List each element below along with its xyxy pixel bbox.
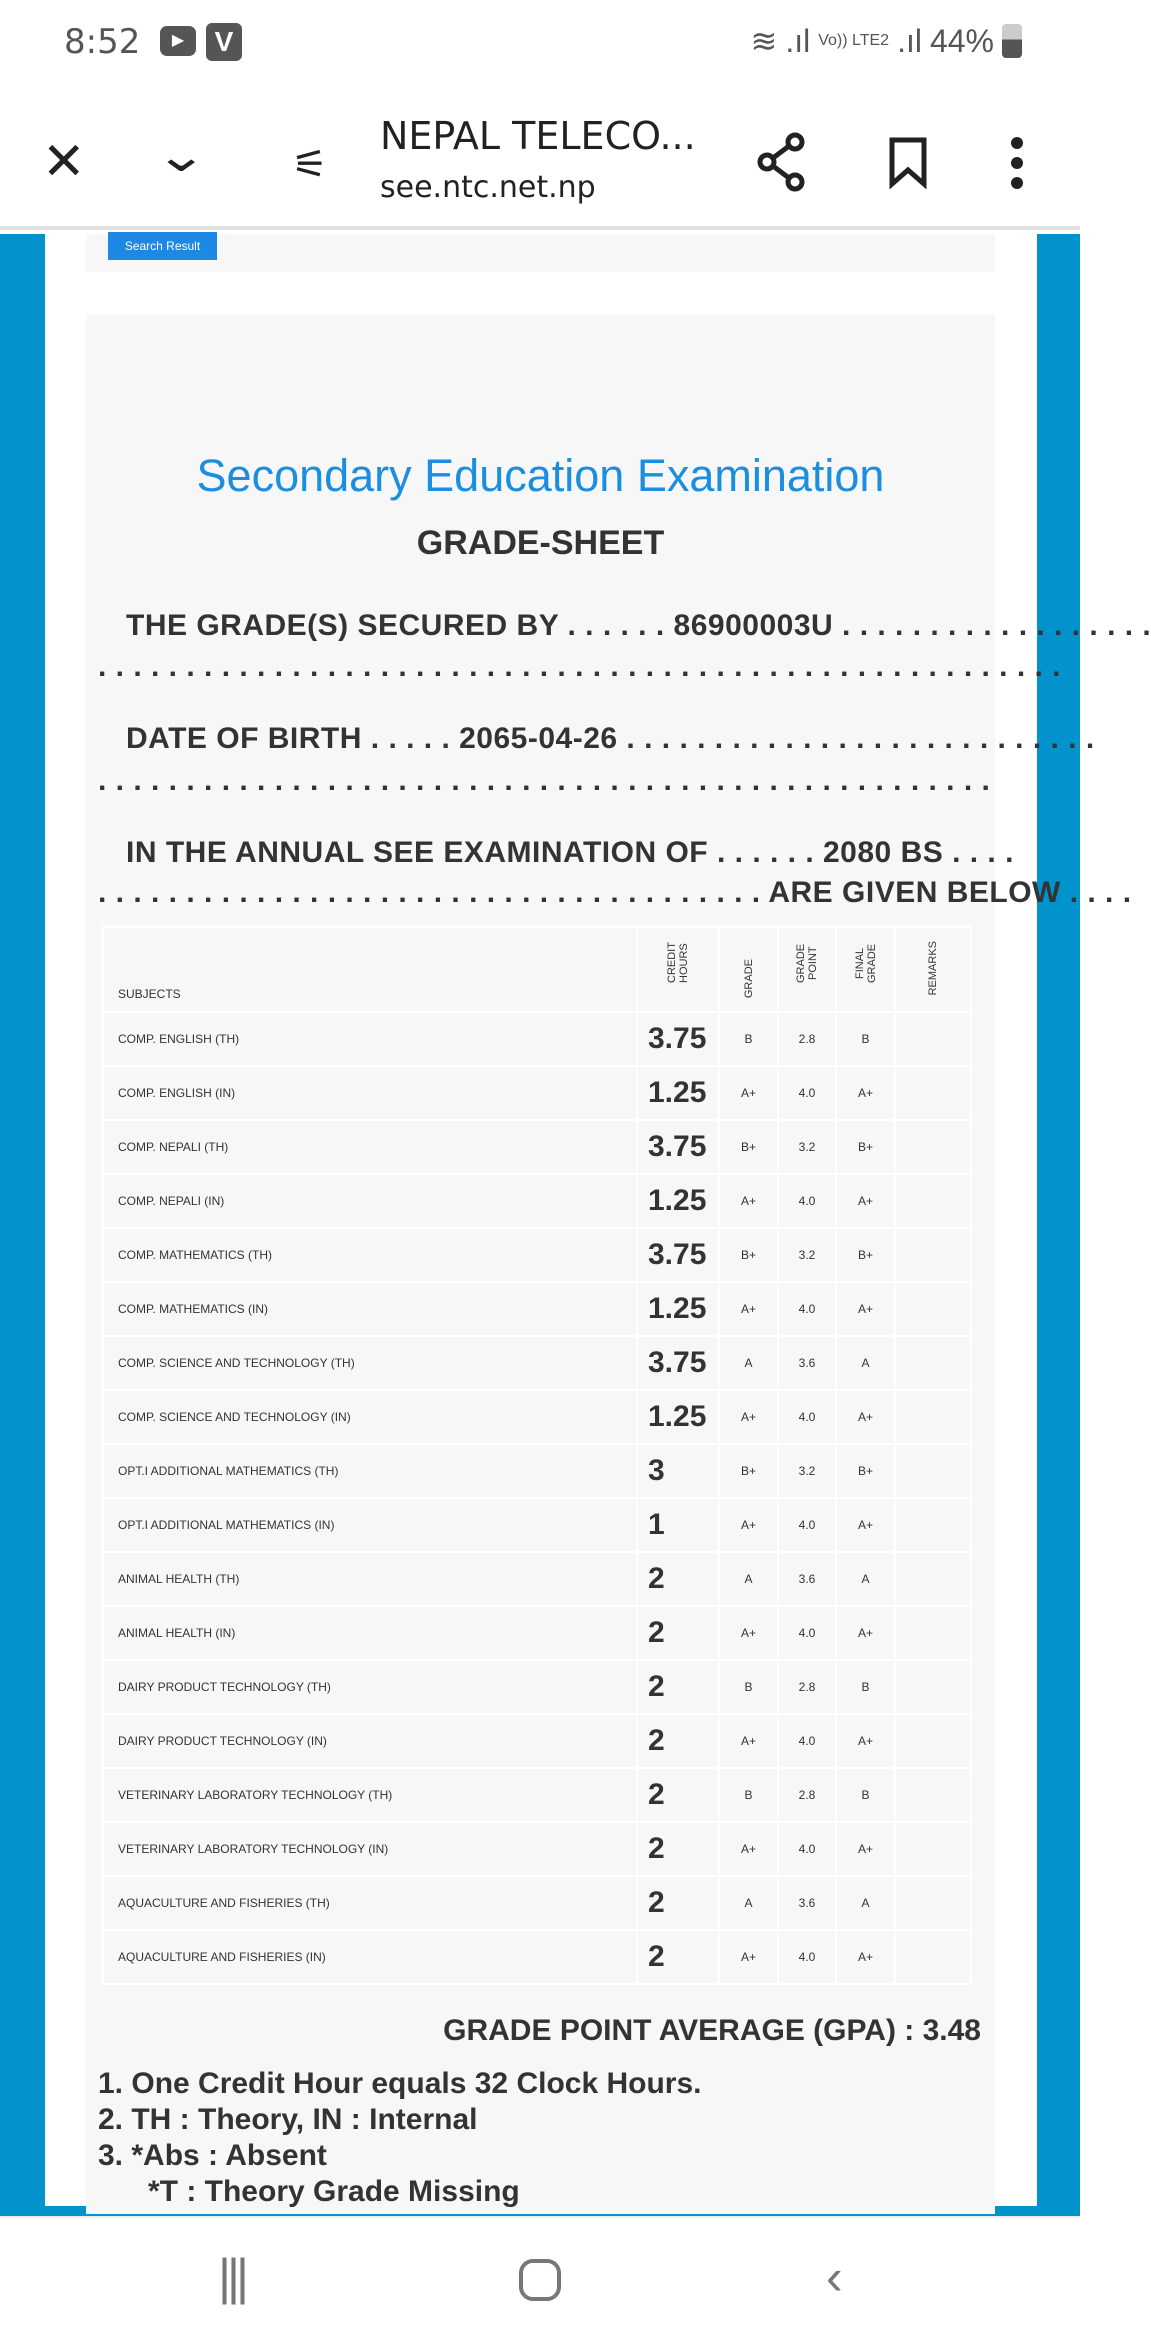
remarks	[895, 1714, 971, 1768]
credit-hours: 3.75	[637, 1012, 719, 1066]
note: 2. TH : Theory, IN : Internal	[98, 2103, 478, 2136]
symbol-number: 86900003U	[673, 609, 834, 642]
grade-point: 3.6	[778, 1552, 836, 1606]
final-grade: A+	[836, 1714, 895, 1768]
table-row	[103, 1876, 971, 1930]
bookmark-icon[interactable]	[888, 136, 928, 188]
credit-hours: 2	[637, 1552, 719, 1606]
grade: B	[719, 1660, 778, 1714]
grade: A+	[719, 1930, 778, 1984]
grade: A+	[719, 1174, 778, 1228]
page-url[interactable]: see.ntc.net.np	[380, 170, 596, 205]
grades-table	[102, 926, 972, 1985]
page-title[interactable]: NEPAL TELECO...	[380, 114, 696, 158]
more-options-icon[interactable]	[1010, 136, 1024, 190]
given-below-label: ARE GIVEN BELOW	[768, 876, 1061, 909]
final-grade: A	[836, 1552, 895, 1606]
table-row	[103, 1930, 971, 1984]
secured-by-label: THE GRADE(S) SECURED BY	[126, 609, 559, 642]
grade-point: 3.6	[778, 1876, 836, 1930]
grade-point: 4.0	[778, 1390, 836, 1444]
credit-hours: 1.25	[637, 1390, 719, 1444]
youtube-notification-icon: ▶	[160, 26, 196, 56]
grade-point: 4.0	[778, 1930, 836, 1984]
back-icon[interactable]: ‹	[826, 2249, 843, 2305]
note: *T : Theory Grade Missing	[148, 2175, 520, 2208]
table-row	[103, 1282, 971, 1336]
status-bar	[0, 0, 1080, 110]
grade: A	[719, 1876, 778, 1930]
battery-icon	[1002, 24, 1022, 58]
network-label: Vo)) LTE2	[818, 32, 890, 49]
credit-hours: 2	[637, 1660, 719, 1714]
viber-notification-icon: V	[206, 23, 242, 61]
grade-point: 2.8	[778, 1768, 836, 1822]
note: 1. One Credit Hour equals 32 Clock Hours.	[98, 2067, 702, 2100]
close-icon[interactable]: ✕	[42, 133, 86, 191]
grade-point: 3.2	[778, 1444, 836, 1498]
recent-apps-icon[interactable]: |||	[218, 2249, 245, 2305]
final-grade: B+	[836, 1444, 895, 1498]
credit-hours: 1	[637, 1498, 719, 1552]
grade-point: 3.6	[778, 1336, 836, 1390]
col-remarks: REMARKS	[927, 940, 939, 996]
table-row	[103, 1174, 971, 1228]
remarks	[895, 1336, 971, 1390]
remarks	[895, 1228, 971, 1282]
grade-point: 4.0	[778, 1822, 836, 1876]
exam-title: Secondary Education Examination	[196, 450, 885, 501]
credit-hours: 3	[637, 1444, 719, 1498]
credit-hours: 1.25	[637, 1066, 719, 1120]
remarks	[895, 1876, 971, 1930]
final-grade: A+	[836, 1390, 895, 1444]
grade-point: 2.8	[778, 1012, 836, 1066]
credit-hours: 2	[637, 1876, 719, 1930]
grade-sheet: Secondary Education Examination GRADE-SHEET THE GRADE(S) SECURED BY . . . . . . 86900003U . . . . . . . . . . . . . . . . . . . . . . . . . . . . . . . . . . . . . . . . . . . . . . . . . . . . . . . . . . . . . . . . . . . . . . . . . DATE OF BIRTH . . . . . 2065-04-26 . . . . . . . . . . . . . . . . . . . . . . . . . . . . . . . . . . . . . . . . . . . . . . . . . . . . . . . . . . . . . . . . . . . . . . . . . . . . . . IN THE ANNUAL SEE EXAMINATION OF . . . . . . 2080 BS . . . . . . . . . . . . . . . . . . . . . . . . . . . . . . . . . . . . . . . . . . ARE GIVEN BELOW . . . . SUBJECTS CREDIT HOURS GRADE GRADE POINT FINAL GRADE REMARKS COMP. ENGLISH (TH) 3.75 B 2.8 B COMP. ENGLISH (IN) 1.25 A+ 4.0 A+ COMP. NEPALI (TH) 3.75 B+ 3.2 B+ COMP. NEPALI (IN) 1.25 A+ 4.0 A+ COMP. MATHEMATICS (TH) 3.75 B+ 3.2 B+ COMP. MATHEMATICS (IN) 1.25 A+ 4.0 A+ COMP. SCIENCE AND TECHNOLOGY (TH) 3.75 A 3.6 A COMP. SCIENCE AND TECHNOLOGY (IN) 1.25 A+ 4.0 A+ OPT.I ADDITIONAL MATHEMATICS (TH) 3 B+ 3.2 B+ OPT.I ADDITIONAL MATHEMATICS (IN) 1 A+ 4.0 A+ ANIMAL HEALTH (TH) 2 A 3.6 A ANIMAL HEALTH (IN) 2 A+ 4.0 A+ DAIRY PRODUCT TECHNOLOGY (TH) 2 B 2.8 B DAIRY PRODUCT TECHNOLOGY (IN) 2 A+ 4.0 A+ VETERINARY LABORATORY TECHNOLOGY (TH) 2 B 2.8 B VETERINARY LABORATORY TECHNOLOGY (IN) 2 A+ 4.0 A+ AQUACULTURE AND FISHERIES (TH) 2 A 3.6 A AQUACULTURE AND FISHERIES (IN) 2 A+ 4.0 A+ GRADE POINT AVERAGE (GPA) : 3.48 1. One Credit Hour equals 32 Clock Hours. 2. TH : Theory, IN : Internal 3. *Abs : Absent *T : Theory Grade Missing	[86, 314, 995, 2214]
final-grade: A	[836, 1876, 895, 1930]
col-final-grade: FINAL GRADE	[853, 943, 878, 983]
grade: A+	[719, 1606, 778, 1660]
dob-label: DATE OF BIRTH	[126, 722, 362, 755]
subject: DAIRY PRODUCT TECHNOLOGY (IN)	[103, 1714, 637, 1768]
subject: COMP. MATHEMATICS (IN)	[103, 1282, 637, 1336]
grade: B+	[719, 1228, 778, 1282]
grade: B+	[719, 1444, 778, 1498]
grade-point: 4.0	[778, 1282, 836, 1336]
table-row	[103, 1228, 971, 1282]
grade: A+	[719, 1498, 778, 1552]
grade: A+	[719, 1282, 778, 1336]
remarks	[895, 1768, 971, 1822]
site-settings-icon[interactable]: ⚟	[292, 143, 328, 187]
grade: A+	[719, 1066, 778, 1120]
col-credit-hours: CREDIT HOURS	[666, 942, 690, 984]
remarks	[895, 1606, 971, 1660]
final-grade: A+	[836, 1930, 895, 1984]
subject: COMP. NEPALI (IN)	[103, 1174, 637, 1228]
credit-hours: 3.75	[637, 1228, 719, 1282]
subject: AQUACULTURE AND FISHERIES (IN)	[103, 1930, 637, 1984]
table-row	[103, 1012, 971, 1066]
chevron-down-icon[interactable]: ⌄	[154, 129, 209, 181]
browser-toolbar	[0, 110, 1080, 230]
credit-hours: 2	[637, 1768, 719, 1822]
subject: ANIMAL HEALTH (IN)	[103, 1606, 637, 1660]
grade: A+	[719, 1822, 778, 1876]
grade: A+	[719, 1390, 778, 1444]
col-grade: GRADE	[742, 958, 755, 998]
remarks	[895, 1390, 971, 1444]
signal-icon: .ıl	[785, 22, 811, 59]
table-row	[103, 1390, 971, 1444]
remarks	[895, 1174, 971, 1228]
grade-point: 3.2	[778, 1228, 836, 1282]
grade: B	[719, 1768, 778, 1822]
grade: B	[719, 1012, 778, 1066]
remarks	[895, 1930, 971, 1984]
grade: A	[719, 1336, 778, 1390]
remarks	[895, 1660, 971, 1714]
credit-hours: 2	[637, 1822, 719, 1876]
share-icon[interactable]	[755, 130, 807, 194]
table-row	[103, 1066, 971, 1120]
grade-point: 3.2	[778, 1120, 836, 1174]
subject: DAIRY PRODUCT TECHNOLOGY (TH)	[103, 1660, 637, 1714]
remarks	[895, 1282, 971, 1336]
search-result-button[interactable]: Search Result	[108, 232, 217, 260]
final-grade: B	[836, 1660, 895, 1714]
table-row	[103, 1552, 971, 1606]
table-row	[103, 1768, 971, 1822]
subject: COMP. ENGLISH (TH)	[103, 1012, 637, 1066]
subject: COMP. ENGLISH (IN)	[103, 1066, 637, 1120]
wifi-icon: ≋	[750, 23, 778, 59]
grade-point: 4.0	[778, 1174, 836, 1228]
subject: AQUACULTURE AND FISHERIES (TH)	[103, 1876, 637, 1930]
exam-year: 2080 BS	[823, 836, 944, 869]
table-row	[103, 1444, 971, 1498]
subject: OPT.I ADDITIONAL MATHEMATICS (IN)	[103, 1498, 637, 1552]
remarks	[895, 1444, 971, 1498]
credit-hours: 2	[637, 1714, 719, 1768]
table-header	[103, 927, 971, 1012]
subject: VETERINARY LABORATORY TECHNOLOGY (TH)	[103, 1768, 637, 1822]
credit-hours: 1.25	[637, 1282, 719, 1336]
battery-percent: 44%	[929, 22, 994, 59]
grade: B+	[719, 1120, 778, 1174]
remarks	[895, 1498, 971, 1552]
note: 3. *Abs : Absent	[98, 2139, 327, 2172]
subject: COMP. SCIENCE AND TECHNOLOGY (IN)	[103, 1390, 637, 1444]
table-row	[103, 1660, 971, 1714]
subject: VETERINARY LABORATORY TECHNOLOGY (IN)	[103, 1822, 637, 1876]
search-card	[86, 234, 995, 272]
grade: A	[719, 1552, 778, 1606]
table-row	[103, 1120, 971, 1174]
clock: 8:52	[64, 22, 141, 62]
table-row	[103, 1498, 971, 1552]
subject: ANIMAL HEALTH (TH)	[103, 1552, 637, 1606]
final-grade: A+	[836, 1498, 895, 1552]
grade-point: 4.0	[778, 1606, 836, 1660]
final-grade: B+	[836, 1228, 895, 1282]
remarks	[895, 1552, 971, 1606]
system-nav-bar	[0, 2216, 1080, 2340]
grade-point: 2.8	[778, 1660, 836, 1714]
grade-point: 4.0	[778, 1066, 836, 1120]
table-row	[103, 1336, 971, 1390]
subject: OPT.I ADDITIONAL MATHEMATICS (TH)	[103, 1444, 637, 1498]
table-row	[103, 1606, 971, 1660]
web-content	[0, 234, 1151, 2216]
home-icon[interactable]	[518, 2258, 562, 2302]
grade-sheet-heading: GRADE-SHEET	[416, 524, 665, 562]
credit-hours: 3.75	[637, 1336, 719, 1390]
subject: COMP. SCIENCE AND TECHNOLOGY (TH)	[103, 1336, 637, 1390]
final-grade: B	[836, 1012, 895, 1066]
subject: COMP. NEPALI (TH)	[103, 1120, 637, 1174]
signal-icon-2: .ıl	[897, 22, 922, 59]
final-grade: A+	[836, 1822, 895, 1876]
final-grade: A+	[836, 1606, 895, 1660]
final-grade: B+	[836, 1120, 895, 1174]
exam-label: IN THE ANNUAL SEE EXAMINATION OF	[126, 836, 709, 869]
grade-point: 4.0	[778, 1498, 836, 1552]
subject: COMP. MATHEMATICS (TH)	[103, 1228, 637, 1282]
credit-hours: 3.75	[637, 1120, 719, 1174]
table-row	[103, 1714, 971, 1768]
remarks	[895, 1120, 971, 1174]
notes	[98, 2066, 702, 2210]
final-grade: A	[836, 1336, 895, 1390]
credit-hours: 2	[637, 1606, 719, 1660]
grade: A+	[719, 1714, 778, 1768]
final-grade: B	[836, 1768, 895, 1822]
credit-hours: 1.25	[637, 1174, 719, 1228]
final-grade: A+	[836, 1174, 895, 1228]
col-subjects: SUBJECTS	[103, 927, 637, 1012]
date-of-birth: 2065-04-26	[459, 722, 618, 755]
gpa: GRADE POINT AVERAGE (GPA) : 3.48	[443, 2014, 981, 2047]
credit-hours: 2	[637, 1930, 719, 1984]
final-grade: A+	[836, 1282, 895, 1336]
table-row	[103, 1822, 971, 1876]
col-grade-point: GRADE POINT	[795, 943, 819, 983]
remarks	[895, 1822, 971, 1876]
grade-point: 4.0	[778, 1714, 836, 1768]
final-grade: A+	[836, 1066, 895, 1120]
remarks	[895, 1012, 971, 1066]
remarks	[895, 1066, 971, 1120]
